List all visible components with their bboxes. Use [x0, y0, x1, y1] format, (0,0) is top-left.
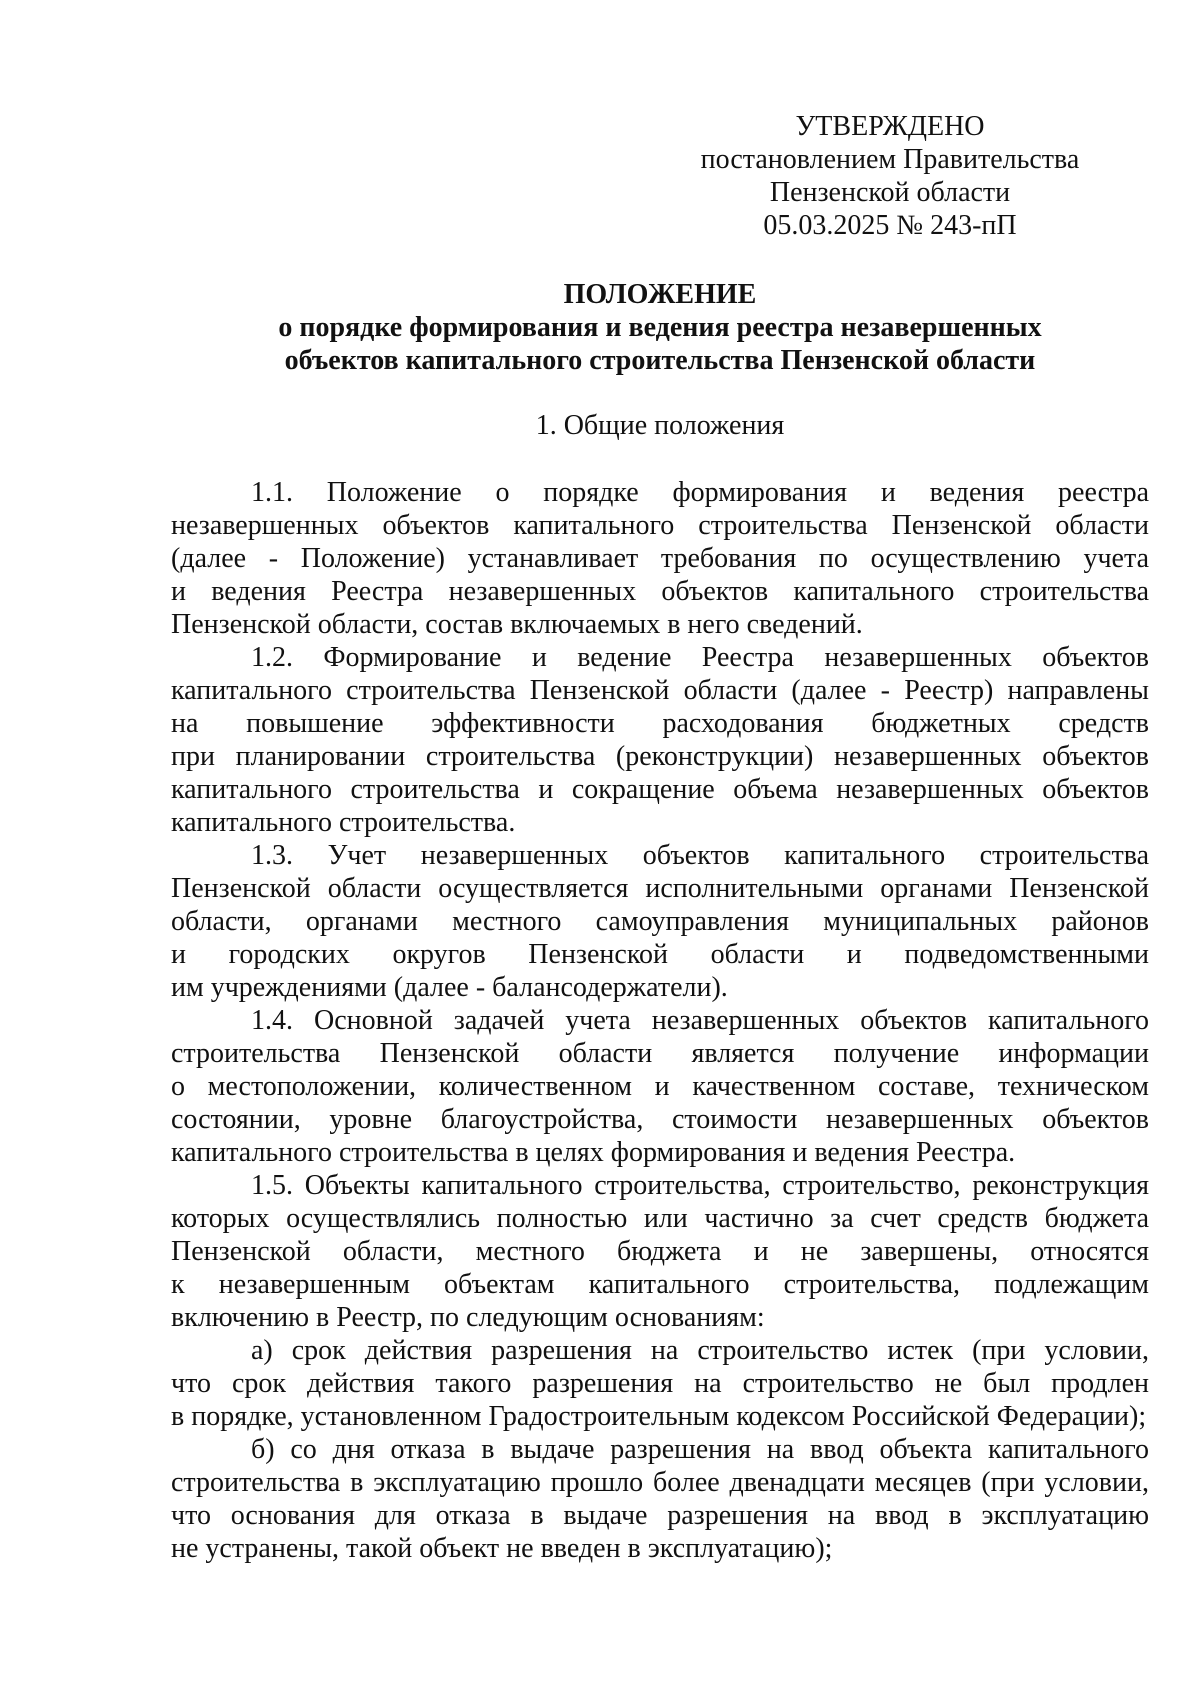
title-line-3: объектов капитального строительства Пензенской области: [284, 345, 1036, 376]
body-line: а) срок действия разрешения на строительство истек (при условии,: [251, 1335, 1149, 1366]
body-line: о местоположении, количественном и качественном составе, техническом: [171, 1071, 1149, 1102]
body-line: Пензенской области, состав включаемых в него сведений.: [171, 609, 863, 640]
body-line: не устранены, такой объект не введен в эксплуатацию);: [171, 1533, 833, 1564]
body-line: что срок действия такого разрешения на строительство не был продлен: [171, 1368, 1149, 1399]
body-line: строительства в эксплуатацию прошло более двенадцати месяцев (при условии,: [171, 1467, 1149, 1498]
body-line: 1.1. Положение о порядке формирования и ведения реестра: [251, 477, 1149, 508]
body-line: 1.2. Формирование и ведение Реестра незавершенных объектов: [251, 642, 1149, 673]
title-line-2: о порядке формирования и ведения реестра незавершенных: [278, 312, 1042, 343]
approval-region: Пензенской области: [769, 177, 1011, 208]
body-line: и ведения Реестра незавершенных объектов капитального строительства: [171, 576, 1149, 607]
body-line: капитального строительства и сокращение объема незавершенных объектов: [171, 774, 1149, 805]
approval-stamp: [690, 110, 1090, 242]
section-heading: 1. Общие положения: [535, 410, 785, 441]
title-line-1: ПОЛОЖЕНИЕ: [563, 279, 757, 310]
body-line: и городских округов Пензенской области и подведомственными: [171, 939, 1149, 970]
document-title: [170, 278, 1150, 377]
body-line: 1.3. Учет незавершенных объектов капитального строительства: [251, 840, 1149, 871]
body-line: строительства Пензенской области является получение информации: [171, 1038, 1149, 1069]
body-line: им учреждениями (далее - балансодержатели).: [171, 972, 728, 1003]
body-line: Пензенской области осуществляется исполнительными органами Пензенской: [171, 873, 1149, 904]
document-body: [171, 476, 1149, 1565]
body-line: к незавершенным объектам капитального строительства, подлежащим: [171, 1269, 1149, 1300]
body-line: при планировании строительства (реконструкции) незавершенных объектов: [171, 741, 1149, 772]
body-line: включению в Реестр, по следующим основаниям:: [171, 1302, 765, 1333]
body-line: капитального строительства в целях формирования и ведения Реестра.: [171, 1137, 1016, 1168]
body-line: капитального строительства Пензенской области (далее - Реестр) направлены: [171, 675, 1149, 706]
body-line: в порядке, установленном Градостроительным кодексом Российской Федерации);: [171, 1401, 1147, 1432]
body-line: что основания для отказа в выдаче разрешения на ввод в эксплуатацию: [171, 1500, 1149, 1531]
body-line: состоянии, уровне благоустройства, стоимости незавершенных объектов: [171, 1104, 1149, 1135]
body-line: незавершенных объектов капитального строительства Пензенской области: [171, 510, 1149, 541]
body-line: области, органами местного самоуправления муниципальных районов: [171, 906, 1149, 937]
body-line: 1.5. Объекты капитального строительства, строительство, реконструкция: [251, 1170, 1149, 1201]
body-line: б) со дня отказа в выдаче разрешения на ввод объекта капитального: [251, 1434, 1149, 1465]
body-line: 1.4. Основной задачей учета незавершенных объектов капитального: [251, 1005, 1149, 1036]
body-line: капитального строительства.: [171, 807, 516, 838]
body-line: Пензенской области, местного бюджета и не завершены, относятся: [171, 1236, 1149, 1267]
body-line: на повышение эффективности расходования бюджетных средств: [171, 708, 1149, 739]
approval-title: УТВЕРЖДЕНО: [795, 111, 985, 142]
body-line: (далее - Положение) устанавливает требования по осуществлению учета: [171, 543, 1149, 574]
body-line: которых осуществлялись полностью или частично за счет средств бюджета: [171, 1203, 1149, 1234]
approval-authority: постановлением Правительства: [700, 144, 1080, 175]
approval-date-number: 05.03.2025 № 243-пП: [763, 210, 1017, 241]
